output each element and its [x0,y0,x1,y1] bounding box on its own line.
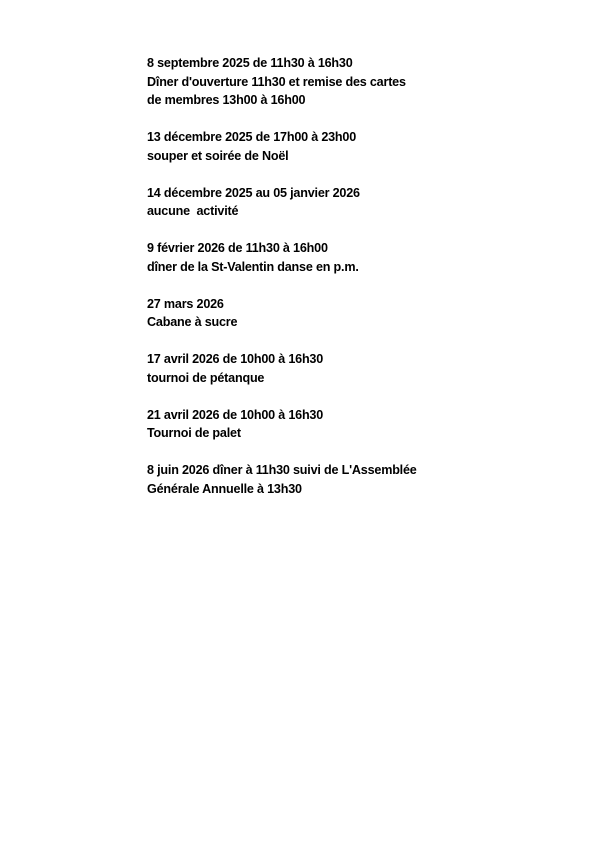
event-description-line: Cabane à sucre [147,315,238,329]
event-list [147,54,587,517]
event-description-line: souper et soirée de Noël [147,148,289,163]
event-description-line: aucune activité [147,204,239,218]
event-entry [147,350,587,387]
event-entry [147,128,587,165]
event-entry [147,239,587,276]
event-date-line: 21 avril 2026 de 10h00 à 16h30 [147,407,324,422]
event-entry [147,295,587,332]
event-entry [147,184,587,221]
event-date-line: 14 décembre 2025 au 05 janvier 2026 [147,185,360,200]
event-description-line: de membres 13h00 à 16h00 [147,93,306,107]
event-description-line: Tournoi de palet [147,426,241,440]
event-entry [147,54,587,110]
event-date-line: 27 mars 2026 [147,296,224,311]
event-entry [147,406,587,443]
event-date-line: 13 décembre 2025 de 17h00 à 23h00 [147,130,357,144]
event-description-line: Générale Annuelle à 13h30 [147,481,302,496]
event-date-line: 9 février 2026 de 11h30 à 16h00 [147,241,328,255]
event-description-line: tournoi de pétanque [147,370,265,385]
event-date-line: 17 avril 2026 de 10h00 à 16h30 [147,352,324,366]
event-date-line: 8 juin 2026 dîner à 11h30 suivi de L'Assemblée [147,463,417,477]
event-description-line: Dîner d'ouverture 11h30 et remise des cartes [147,74,406,89]
event-description-line: dîner de la St-Valentin danse en p.m. [147,259,359,274]
event-date-line: 8 septembre 2025 de 11h30 à 16h30 [147,56,353,70]
event-entry [147,461,587,498]
